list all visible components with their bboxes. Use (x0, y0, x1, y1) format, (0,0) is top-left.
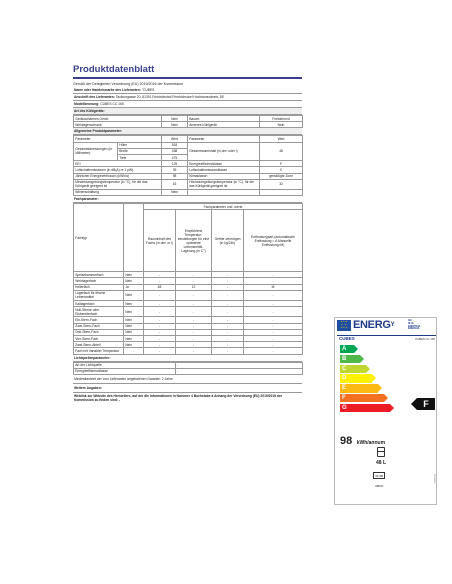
table-cell: Vier-Stern-Fach (74, 335, 124, 341)
table-cell: Null-Sterne oder Eisbereiterfach (74, 307, 124, 317)
supplier-address-row (73, 94, 302, 101)
regulation-number: 2019/2016 (433, 474, 435, 484)
table-cell: - (144, 317, 176, 323)
table-cell: - (176, 368, 303, 374)
group-header: Fachparameter und -werte (144, 204, 303, 210)
table-cell: M (244, 284, 303, 290)
table-row (74, 142, 303, 148)
table-cell: - (244, 342, 303, 348)
table-row (74, 368, 303, 374)
model-row (73, 101, 302, 108)
column-header: Empfohlene Temperatur-einstellungen für eine optimierte Lebensmittel-Lagerung (in C°) (176, 210, 212, 272)
table-cell: Mindestumgebungstemperatur (in °C), für die das Kühlgerät geeignet ist (74, 179, 162, 189)
rating-pointer: F (417, 398, 435, 410)
column-header: Fachtyp (74, 204, 124, 272)
table-cell: - (212, 278, 244, 284)
table-cell: - (176, 323, 212, 329)
compartment-table (73, 203, 303, 354)
table-cell: Kaltlagerfach (74, 301, 124, 307)
table-cell: Bauart: (188, 116, 260, 122)
table-cell: - (212, 335, 244, 341)
table-cell (260, 189, 303, 195)
table-cell: - (244, 348, 303, 354)
energy-class-bar-f: F (340, 394, 384, 402)
noise-icon (373, 472, 385, 479)
kwh-unit: kWh/annum (356, 440, 386, 446)
table-cell: - (212, 329, 244, 335)
compartment-params-header: Fachparameter: (73, 196, 302, 203)
noise-value: 39 dB (375, 474, 383, 478)
table-row (74, 348, 303, 354)
column-header: Parameter (74, 136, 162, 142)
table-cell: 438 (162, 148, 188, 154)
column-header (124, 204, 144, 272)
energy-logo (353, 320, 394, 331)
energy-logo-text: ENERG (353, 319, 391, 331)
table-cell: - (244, 329, 303, 335)
column-header: Wert (162, 136, 188, 142)
table-cell: 32 (260, 179, 303, 189)
table-cell: - (244, 290, 303, 300)
table-cell: - (144, 342, 176, 348)
model-value: CUBES CC 165 (100, 102, 124, 106)
column-header: Parameter (188, 136, 260, 142)
warranty-row: Mindestlaufzeit der vom Lieferanten angebotenen Garantie: 2 Jahre (73, 375, 302, 384)
table-cell: - (144, 290, 176, 300)
column-header: Rauminhalt des Fachs (in dm³ or l) (144, 210, 176, 272)
regulation-subtitle: Gemäß der Delegierten Verordnung (EU) 2019/2016 der Kommission (73, 82, 184, 86)
table-cell: 39 (162, 167, 188, 173)
table-cell: Geräuscharmes Gerät: (74, 116, 162, 122)
table-cell: - (244, 301, 303, 307)
table-cell: - (144, 335, 176, 341)
table-row (74, 290, 303, 300)
table-cell: - (244, 272, 303, 278)
appliance-type-table (73, 115, 303, 128)
energy-logo-mark: Y (390, 322, 395, 328)
table-cell: Nein (162, 122, 188, 128)
table-cell: Lagerfach für frische Lebensmittel (74, 290, 124, 300)
supplier-name-row (73, 87, 302, 94)
table-cell: - (212, 272, 244, 278)
table-cell: gemäßigte Zone (260, 173, 303, 179)
table-cell: Weinlagerschrank: (74, 122, 162, 128)
energy-class-bar-c: C (340, 365, 366, 373)
table-cell: Art der Lichtquelle (74, 362, 176, 368)
table-cell: - (176, 307, 212, 317)
table-cell: Nein (162, 116, 188, 122)
more-info-row: Weitere Angaben: (73, 384, 302, 393)
fridge-icon (377, 447, 385, 457)
table-cell: 48 (144, 284, 176, 290)
table-cell: - (176, 329, 212, 335)
table-cell: Luftschallemissionen (in dB(A) re 1 pW) (74, 167, 162, 173)
table-cell: Nein (124, 335, 144, 341)
table-cell: 12 (176, 284, 212, 290)
table-cell: 125 (162, 161, 188, 167)
energy-logo-languages: IJA IE IA ΕΝΕΡΓΕΙΑ ENERGIA (408, 319, 421, 331)
table-cell: - (212, 317, 244, 323)
table-cell: 98 (162, 173, 188, 179)
table-cell: EEI (74, 161, 162, 167)
table-cell: Energieeffizienzklasse (74, 368, 176, 374)
volume-value: 48 L (376, 460, 387, 466)
table-cell: - (176, 272, 212, 278)
energy-class-bar-g: G (340, 404, 390, 412)
table-cell: Energieeffizienzklasse (188, 161, 260, 167)
table-cell: Tiefe (118, 154, 162, 160)
table-cell: - (244, 307, 303, 317)
table-cell: - (144, 307, 176, 317)
table-cell: - (144, 278, 176, 284)
table-row (74, 189, 303, 195)
table-cell: Jährlicher Energieverbrauch (kWh/a) (74, 173, 162, 179)
model-label: Modellkennung: (74, 102, 100, 106)
page-title: Produktdatenblatt (73, 64, 155, 75)
general-params-table (73, 135, 303, 196)
column-header: Gefrier-vermögen (in kg/24h) (212, 210, 244, 272)
table-cell: - (244, 335, 303, 341)
table-cell: Fach mit Variabler Temperatur (74, 348, 124, 354)
supplier-name-value: "CUBES (141, 88, 155, 92)
table-cell: - (212, 348, 244, 354)
table-cell: Nein (124, 307, 144, 317)
table-cell: Zwei-Stern-Abteil (74, 342, 124, 348)
table-cell: 475 (162, 154, 188, 160)
table-cell: Nein (162, 189, 188, 195)
table-cell: - (176, 362, 303, 368)
column-header: Wert (260, 136, 303, 142)
table-cell: - (244, 323, 303, 329)
noise-classes: ABCD (375, 484, 384, 488)
table-cell: - (124, 348, 144, 354)
table-cell: F (260, 161, 303, 167)
energy-class-bar-e: E (340, 384, 378, 392)
table-cell: - (144, 301, 176, 307)
kwh-value: 98 (340, 435, 353, 447)
table-cell: - (176, 335, 212, 341)
table-cell: Drei-Stern-Fach (74, 329, 124, 335)
table-cell: 16 (162, 179, 188, 189)
energy-label (334, 317, 437, 505)
label-model: CUBES CC 165 (415, 337, 435, 341)
table-cell: - (144, 329, 176, 335)
table-cell: - (212, 323, 244, 329)
table-cell: Klimaklasse: (188, 173, 260, 179)
table-cell: Höhe (118, 142, 162, 148)
table-cell: Nein (124, 323, 144, 329)
table-cell: Nein (260, 122, 303, 128)
label-brand: CUBES (339, 336, 355, 341)
product-data-sheet (73, 64, 302, 527)
energy-class-bar-b: B (340, 355, 360, 363)
table-cell: Ja (124, 284, 144, 290)
table-cell: Breite (118, 148, 162, 154)
table-cell: Kellerfach (74, 284, 124, 290)
eu-flag-icon: ★ ★ ★ ★ ★ ★ ★ ★ (337, 320, 351, 331)
table-cell (188, 189, 260, 195)
table-cell: Nein (124, 272, 144, 278)
table-cell: Nein (124, 290, 144, 300)
manufacturer-weblink-note: Weblink zur Website des Herstellers, auf der die Informationen in Nummer 4 Buchstabe a Anhang der Verordnung (EU) 2019/2019 der Kommission zu finden sind: - (74, 393, 283, 402)
table-cell: - (212, 342, 244, 348)
table-row (74, 307, 303, 317)
table-cell: - (212, 284, 244, 290)
table-cell: - (176, 278, 212, 284)
table-cell: - (144, 323, 176, 329)
table-cell: Weinlagerfach (74, 278, 124, 284)
table-row (74, 122, 303, 128)
supplier-address-label: Anschrift des Lieferanten: (74, 95, 115, 99)
supplier-address-value: Taxiloorgasse 20, 81391 Friedrichshof Friedrichsdorf Hochtaunuskreis, DE (115, 95, 225, 99)
table-cell: Nein (124, 329, 144, 335)
table-cell: - (212, 290, 244, 300)
title-rule (73, 77, 302, 79)
table-cell: Zwei-Stern-Fach (74, 323, 124, 329)
table-cell: - (176, 301, 212, 307)
energy-class-bar-a: A (340, 345, 354, 353)
table-cell: - (176, 348, 212, 354)
total-volume-value: 48 (260, 142, 303, 161)
table-cell: - (212, 307, 244, 317)
light-params-header: Lichtquellenparameter: (73, 355, 302, 362)
table-cell: - (144, 272, 176, 278)
table-cell: Ein-Stern-Fach (74, 317, 124, 323)
table-cell: - (176, 342, 212, 348)
energy-class-bar-d: D (340, 374, 372, 382)
table-cell: Nein (124, 278, 144, 284)
dimensions-label: Gesamtabmessungen (in Millimeter) (74, 142, 118, 161)
table-cell: Speisekammerfach (74, 272, 124, 278)
table-row (74, 179, 303, 189)
supplier-name-label: Name oder Handelsmarke des Lieferanten: (74, 88, 141, 92)
table-cell: Nein (124, 317, 144, 323)
table-cell: Winterschaltung (74, 189, 162, 195)
table-cell: Nein (124, 342, 144, 348)
table-cell: Anderes Kühlgerät: (188, 122, 260, 128)
table-cell: - (244, 278, 303, 284)
light-table (73, 362, 303, 375)
table-cell: - (144, 348, 176, 354)
total-volume-label: Gesamtrauminhalt (in dm³ oder l) (188, 142, 260, 161)
table-cell: - (176, 317, 212, 323)
table-cell: - (212, 301, 244, 307)
table-cell: - (244, 317, 303, 323)
table-cell: Freistehend (260, 116, 303, 122)
table-cell: 518 (162, 142, 188, 148)
table-cell: C (260, 167, 303, 173)
table-cell: Luftschallemissionsklasse (188, 167, 260, 173)
table-cell: - (176, 290, 212, 300)
brand-model-row (337, 335, 436, 341)
general-params-header: Allgemeine Produktparameter: (73, 128, 302, 135)
appliance-type-header: Art des Kühlgeräts: (73, 108, 302, 115)
table-cell: Nein (124, 301, 144, 307)
table-cell: Höchstumgebungstemperatur (in °C), für die das Kühlgerät geeignet ist (188, 179, 260, 189)
column-header: Entfrostungsart (automatische Entfrostung = A Manuelle Entfrostung=M) (244, 210, 303, 272)
